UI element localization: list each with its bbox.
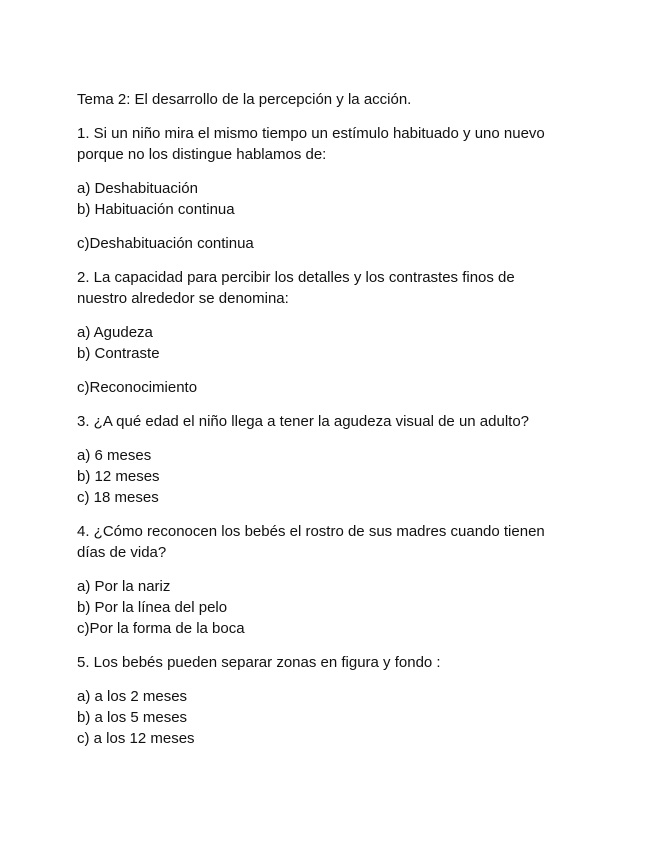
question-3-line-1: 3. ¿A qué edad el niño llega a tener la agudeza visual de un adulto?	[77, 413, 530, 430]
question-1-option-a: a) Deshabituación	[77, 180, 198, 197]
question-3-option-c: c) 18 meses	[77, 489, 159, 506]
question-1	[77, 123, 597, 165]
question-4-option-b: b) Por la línea del pelo	[77, 599, 228, 616]
question-2-line-2: nuestro alrededor se denomina:	[77, 290, 289, 307]
question-1-line-2: porque no los distingue hablamos de:	[77, 146, 327, 163]
question-4-option-a: a) Por la nariz	[77, 578, 171, 595]
question-2-option-c: c)Reconocimiento	[77, 379, 198, 396]
question-5-options	[77, 686, 597, 749]
question-2-options-c	[77, 377, 597, 398]
question-3-option-a: a) 6 meses	[77, 447, 152, 464]
question-5-option-b: b) a los 5 meses	[77, 709, 188, 726]
question-4-line-2: días de vida?	[77, 544, 167, 561]
document-title: Tema 2: El desarrollo de la percepción y la acción.	[77, 91, 412, 108]
question-2	[77, 267, 597, 309]
question-1-options-a-b	[77, 178, 597, 220]
question-1-options-c	[77, 233, 597, 254]
question-1-line-1: 1. Si un niño mira el mismo tiempo un estímulo habituado y uno nuevo	[77, 125, 545, 142]
question-5-option-c: c) a los 12 meses	[77, 730, 195, 747]
question-2-option-b: b) Contraste	[77, 345, 160, 362]
question-5	[77, 652, 597, 673]
question-3-option-b: b) 12 meses	[77, 468, 160, 485]
question-2-line-1: 2. La capacidad para percibir los detalles y los contrastes finos de	[77, 269, 515, 286]
question-4-option-c: c)Por la forma de la boca	[77, 620, 245, 637]
question-5-option-a: a) a los 2 meses	[77, 688, 188, 705]
question-3-options	[77, 445, 597, 508]
question-3	[77, 411, 597, 432]
question-1-option-c: c)Deshabituación continua	[77, 235, 254, 252]
question-1-option-b: b) Habituación continua	[77, 201, 235, 218]
question-5-line-1: 5. Los bebés pueden separar zonas en figura y fondo :	[77, 654, 441, 671]
question-2-option-a: a) Agudeza	[77, 324, 153, 341]
question-4-options	[77, 576, 597, 639]
question-2-options-a-b	[77, 322, 597, 364]
question-4-line-1: 4. ¿Cómo reconocen los bebés el rostro de sus madres cuando tienen	[77, 523, 545, 540]
document-body	[77, 89, 597, 762]
question-4	[77, 521, 597, 563]
